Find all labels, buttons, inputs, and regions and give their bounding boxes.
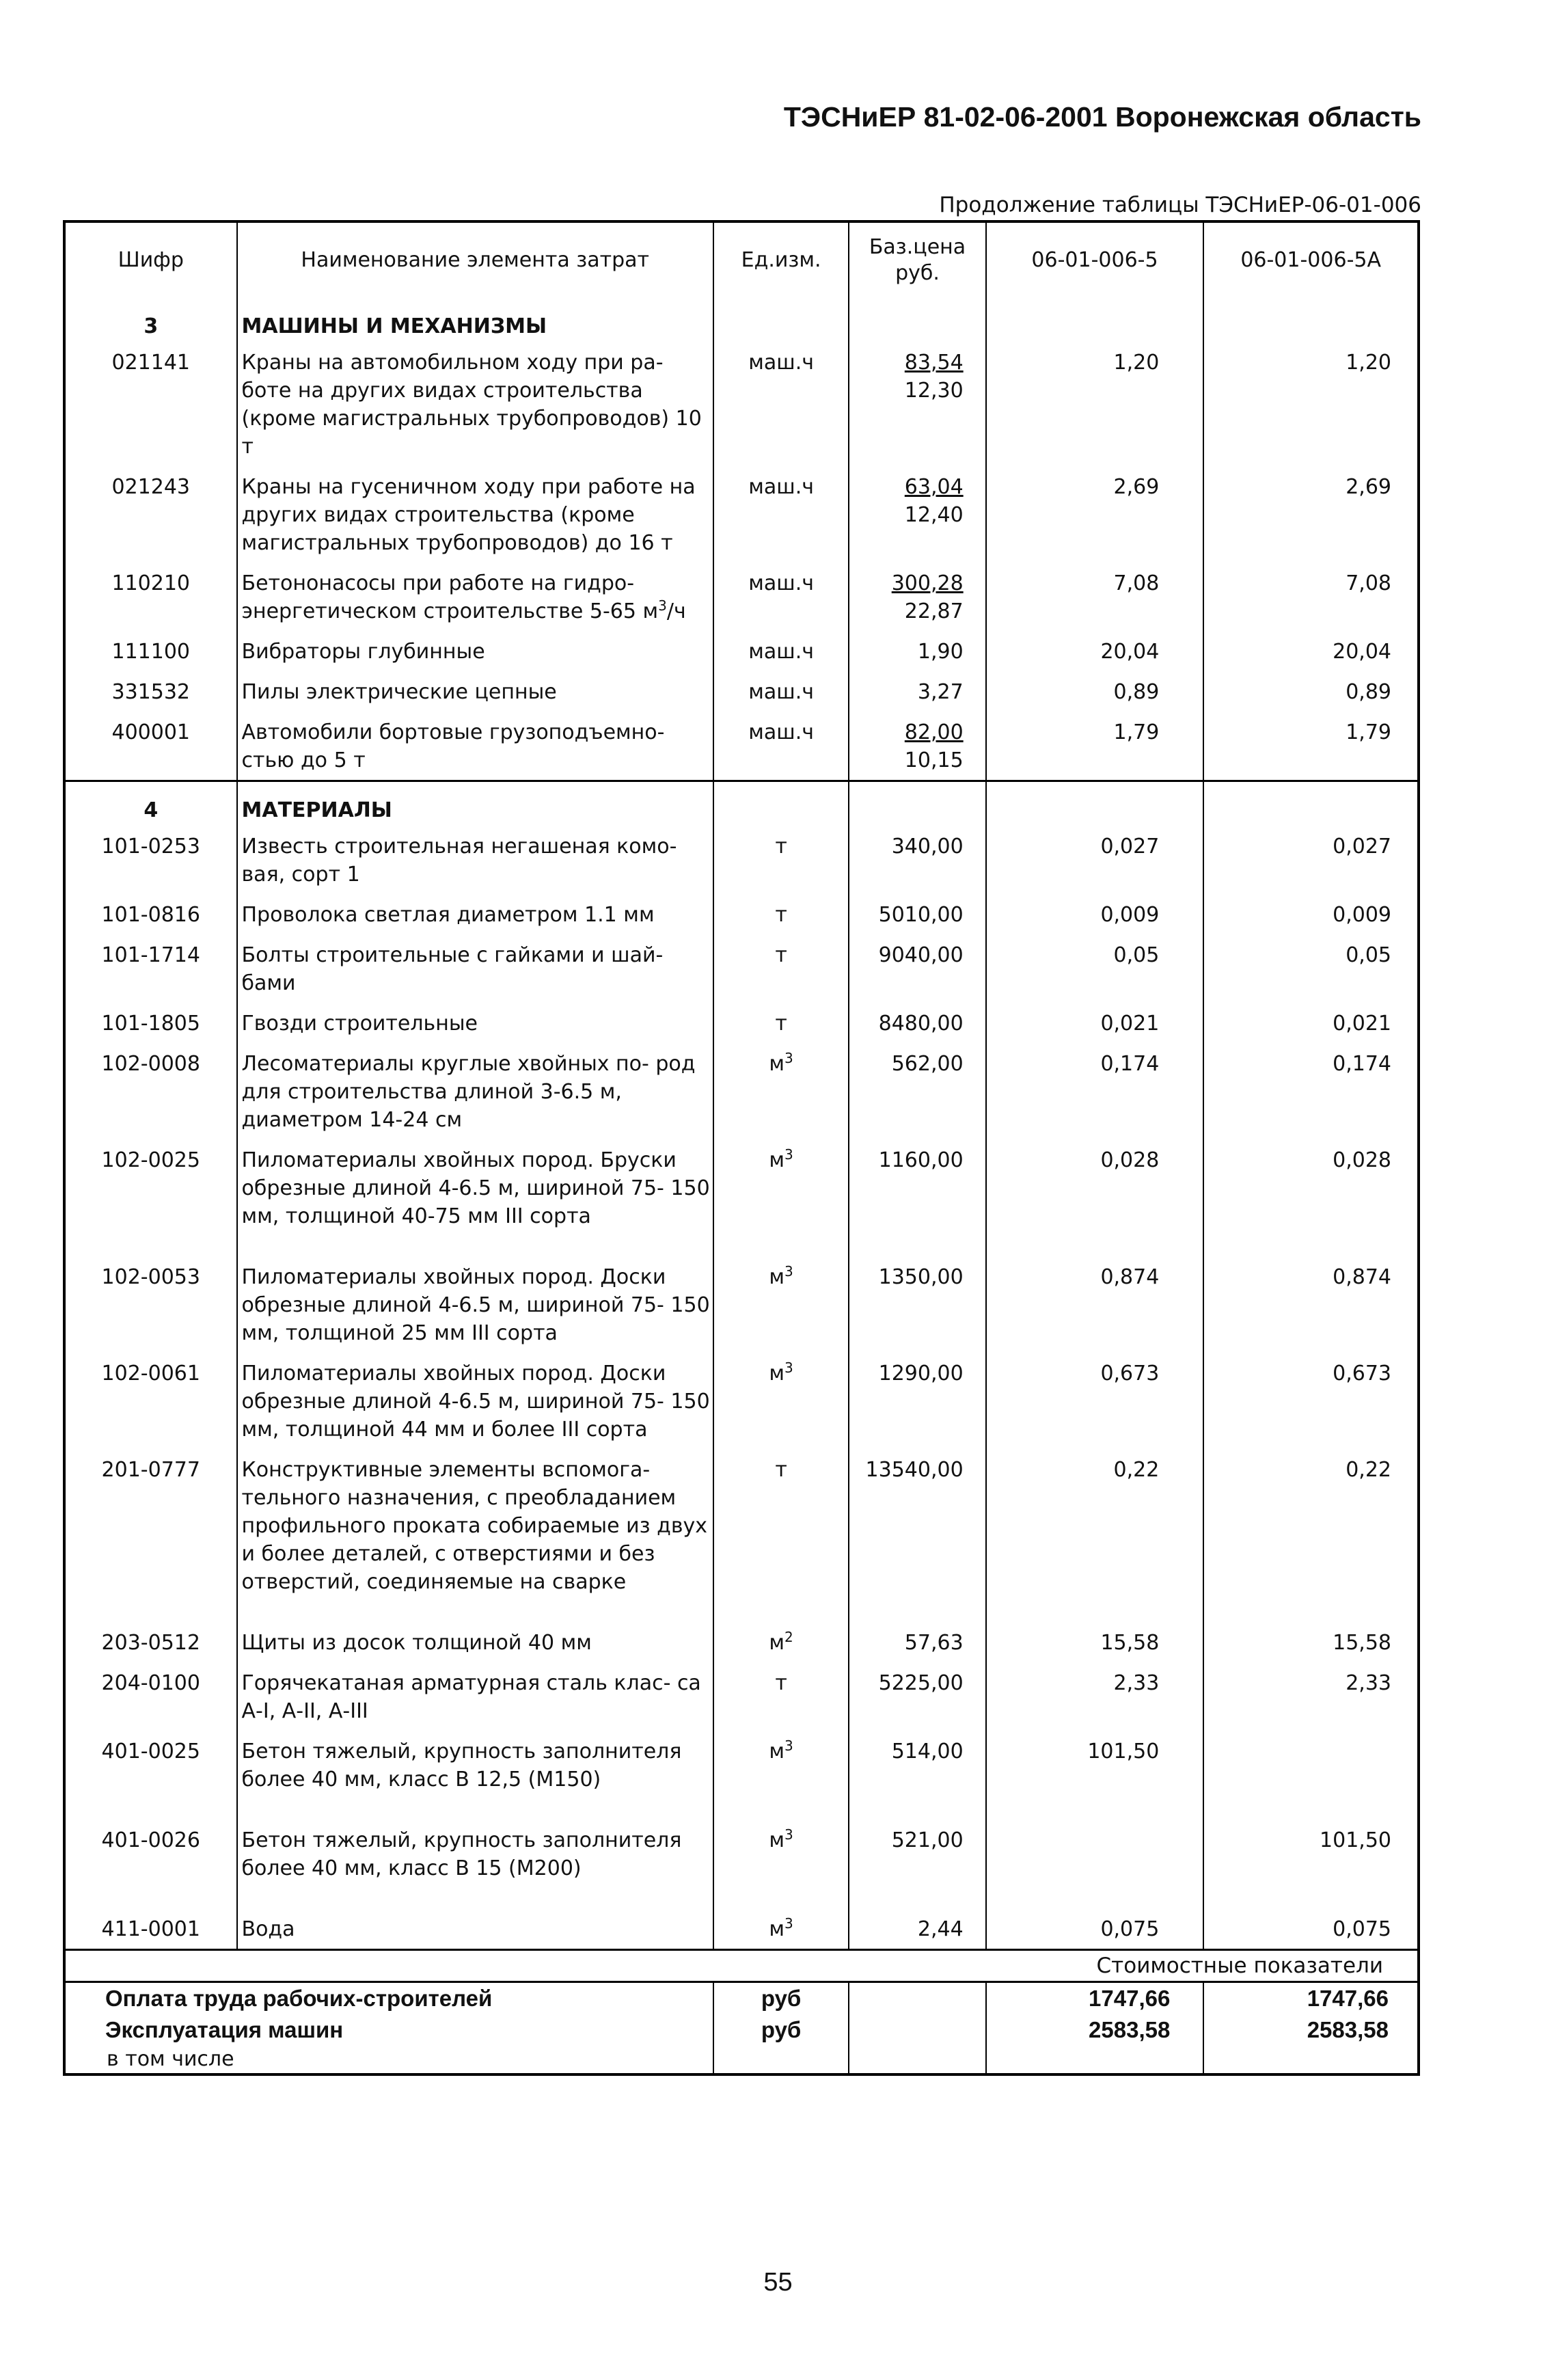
cell-code: 021243	[111, 475, 191, 499]
cell-variant-2: 0,874	[1203, 1256, 1419, 1353]
col-header-price-line2: руб.	[895, 261, 940, 285]
cell-name: Горячекатаная арматурная сталь клас- са А-I, А-II, А-III	[237, 1662, 713, 1731]
table-row	[64, 1908, 1419, 1950]
cell-variant-2: 1,20	[1203, 342, 1419, 466]
col-header-code: Шифр	[118, 248, 184, 272]
cell-unit: т	[713, 1662, 849, 1731]
cell-name: Пиломатериалы хвойных пород. Доски обрезные длиной 4-6.5 м, шириной 75- 150 мм, толщиной 44 мм и более III сорта	[237, 1353, 713, 1449]
cell-code: 201-0777	[101, 1458, 200, 1482]
price-wage-value: 22,87	[904, 599, 964, 623]
cell-variant-2: 0,027	[1203, 826, 1419, 894]
col-header-unit: Ед.изм.	[713, 221, 849, 298]
cell-variant-1: 0,05	[986, 934, 1204, 1003]
unit-superscript: 3	[784, 1146, 793, 1163]
table-row	[64, 631, 1419, 671]
table-row	[64, 1256, 1419, 1353]
cell-name: Известь строительная негашеная комо- вая, сорт 1	[237, 826, 713, 894]
table-row	[64, 1353, 1419, 1449]
cell-code: 111100	[111, 640, 191, 664]
cell-code: 102-0025	[101, 1148, 200, 1172]
page-number: 55	[763, 2268, 793, 2297]
summary-note-row	[64, 2046, 1419, 2074]
cell-variant-1: 0,009	[986, 894, 1204, 934]
col-header-variant-1: 06-01-006-5	[986, 221, 1204, 298]
col-header-price	[849, 221, 985, 298]
summary-variant-2: 2583,58	[1203, 2014, 1419, 2046]
cell-name: Лесоматериалы круглые хвойных по- род для строительства длиной 3-6.5 м, диаметром 14-24 см	[237, 1043, 713, 1139]
cell-name	[237, 563, 713, 631]
unit-base: м	[769, 1362, 785, 1385]
section-number: 4	[64, 781, 237, 826]
cell-code: 101-0253	[101, 835, 200, 858]
cell-variant-2: 0,22	[1203, 1449, 1419, 1601]
cell-name: Проволока светлая диаметром 1.1 мм	[237, 894, 713, 934]
cell-price: 562,00	[849, 1043, 985, 1139]
cell-name: Конструктивные элементы вспомога- тельного назначения, с преобладанием профильного проката собираемые из двух и более деталей, с отверстиями и без отверстий, соединяемые на сварке	[237, 1449, 713, 1601]
summary-label: Оплата труда рабочих-строителей	[105, 1986, 493, 2011]
cell-variant-1: 0,028	[986, 1139, 1204, 1236]
cell-unit: маш.ч	[713, 671, 849, 712]
unit-superscript: 3	[784, 1263, 793, 1280]
cell-variant-2: 2,33	[1203, 1662, 1419, 1731]
cell-variant-1: 2,69	[986, 466, 1204, 563]
unit-base: м	[769, 1828, 785, 1852]
summary-unit: руб	[713, 1982, 849, 2015]
unit-base: м	[769, 1052, 785, 1076]
table-row	[64, 712, 1419, 781]
col-header-variant-2: 06-01-006-5А	[1203, 221, 1419, 298]
cell-code: 401-0026	[101, 1828, 200, 1852]
cell-name: Вода	[237, 1908, 713, 1950]
unit-base: м	[769, 1740, 785, 1763]
cell-variant-2: 0,021	[1203, 1003, 1419, 1043]
cell-unit	[713, 1139, 849, 1236]
section-row-materials	[64, 781, 1419, 826]
cell-name: Бетон тяжелый, крупность заполнителя более 40 мм, класс В 15 (М200)	[237, 1820, 713, 1888]
cell-price: 521,00	[849, 1820, 985, 1888]
row-spacer	[64, 1799, 1419, 1820]
cell-unit: т	[713, 826, 849, 894]
cell-unit: т	[713, 1003, 849, 1043]
table-row	[64, 1820, 1419, 1888]
cell-unit: маш.ч	[713, 563, 849, 631]
cell-name: Пилы электрические цепные	[237, 671, 713, 712]
unit-superscript: 3	[784, 1050, 793, 1066]
table-row	[64, 1003, 1419, 1043]
cell-name: Вибраторы глубинные	[237, 631, 713, 671]
cell-code: 203-0512	[101, 1631, 200, 1655]
cell-name: Краны на автомобильном ходу при ра- боте на других видах строительства (кроме магистральных трубопроводов) 10 т	[237, 342, 713, 466]
cell-variant-1: 1,20	[986, 342, 1204, 466]
cell-variant-2: 7,08	[1203, 563, 1419, 631]
summary-unit: руб	[713, 2014, 849, 2046]
cell-variant-1: 7,08	[986, 563, 1204, 631]
cell-variant-2: 2,69	[1203, 466, 1419, 563]
cell-variant-1: 101,50	[986, 1731, 1204, 1799]
cell-code: 400001	[111, 720, 191, 744]
cell-unit: т	[713, 934, 849, 1003]
cell-unit	[713, 1353, 849, 1449]
section-number: 3	[144, 314, 159, 338]
cell-variant-1: 0,89	[986, 671, 1204, 712]
cell-name: Пиломатериалы хвойных пород. Доски обрезные длиной 4-6.5 м, шириной 75- 150 мм, толщиной 25 мм III сорта	[237, 1256, 713, 1353]
cell-variant-2: 0,673	[1203, 1353, 1419, 1449]
cell-price	[849, 342, 985, 466]
cell-code: 204-0100	[101, 1671, 200, 1695]
cell-variant-1: 0,174	[986, 1043, 1204, 1139]
cell-code: 102-0053	[101, 1265, 200, 1289]
table-row	[64, 826, 1419, 894]
cell-name: Болты строительные с гайками и шай- бами	[237, 934, 713, 1003]
summary-note: в том числе	[107, 2047, 234, 2071]
cell-price: 1290,00	[849, 1353, 985, 1449]
table-row	[64, 563, 1419, 631]
cell-unit: маш.ч	[713, 712, 849, 781]
cell-price: 9040,00	[849, 934, 985, 1003]
unit-superscript: 3	[784, 1737, 793, 1754]
cell-variant-1: 1,79	[986, 712, 1204, 781]
cell-price	[849, 563, 985, 631]
cell-variant-2: 0,05	[1203, 934, 1419, 1003]
table-row	[64, 894, 1419, 934]
cell-price: 1350,00	[849, 1256, 985, 1353]
col-header-price-line1: Баз.цена	[869, 235, 966, 259]
cell-variant-2: 0,075	[1203, 1908, 1419, 1950]
cell-code: 102-0061	[101, 1362, 200, 1385]
summary-variant-2: 1747,66	[1203, 1982, 1419, 2015]
unit-base: м	[769, 1265, 785, 1289]
table-header-row	[64, 221, 1419, 298]
cell-unit: маш.ч	[713, 466, 849, 563]
cell-variant-1: 15,58	[986, 1622, 1204, 1662]
cell-variant-2	[1203, 1731, 1419, 1799]
summary-variant-1: 2583,58	[986, 2014, 1204, 2046]
summary-variant-1: 1747,66	[986, 1982, 1204, 2015]
cell-variant-1: 20,04	[986, 631, 1204, 671]
cell-variant-2: 0,009	[1203, 894, 1419, 934]
cell-variant-1	[986, 1820, 1204, 1888]
cost-indicators-row	[64, 1950, 1419, 1982]
cell-code: 021141	[111, 351, 191, 375]
cell-variant-1: 0,874	[986, 1256, 1204, 1353]
price-value: 300,28	[891, 571, 964, 595]
price-wage-value: 10,15	[904, 748, 964, 772]
cell-variant-2: 0,89	[1203, 671, 1419, 712]
price-value: 82,00	[904, 720, 964, 744]
cell-unit	[713, 1820, 849, 1888]
cell-price: 3,27	[849, 671, 985, 712]
section-title: МАТЕРИАЛЫ	[237, 781, 713, 826]
cell-price	[849, 466, 985, 563]
cell-price: 1160,00	[849, 1139, 985, 1236]
unit-superscript: 3	[784, 1826, 793, 1843]
summary-label: Эксплуатация машин	[105, 2017, 344, 2042]
cell-name: Бетон тяжелый, крупность заполнителя более 40 мм, класс В 12,5 (М150)	[237, 1731, 713, 1799]
cell-price: 1,90	[849, 631, 985, 671]
unit-base: м	[769, 1148, 785, 1172]
cell-unit	[713, 1043, 849, 1139]
cell-variant-1: 0,027	[986, 826, 1204, 894]
summary-row	[64, 2014, 1419, 2046]
cell-price: 2,44	[849, 1908, 985, 1950]
table-row	[64, 342, 1419, 466]
cell-unit	[713, 1622, 849, 1662]
cell-name: Автомобили бортовые грузоподъемно- стью до 5 т	[237, 712, 713, 781]
cost-indicators-label: Стоимостные показатели	[64, 1950, 1419, 1982]
table-continuation-caption: Продолжение таблицы ТЭСНиЕР-06-01-006	[939, 193, 1421, 217]
resource-table	[63, 220, 1420, 2076]
cell-code: 331532	[111, 680, 191, 704]
cell-unit: т	[713, 1449, 849, 1601]
name-unit-tail: /ч	[666, 599, 686, 623]
cell-variant-2: 15,58	[1203, 1622, 1419, 1662]
cell-unit	[713, 1908, 849, 1950]
price-value: 83,54	[904, 351, 964, 375]
cell-variant-1: 0,075	[986, 1908, 1204, 1950]
table-row	[64, 1139, 1419, 1236]
name-unit-base: м	[642, 599, 659, 623]
cell-price	[849, 712, 985, 781]
name-text: Бетононасосы при работе на гидро- энергетическом строительстве 5-65	[241, 571, 636, 623]
name-unit-superscript: 3	[658, 597, 667, 614]
cell-variant-1: 0,673	[986, 1353, 1204, 1449]
cell-variant-2: 20,04	[1203, 631, 1419, 671]
cell-unit: т	[713, 894, 849, 934]
cell-name: Гвозди строительные	[237, 1003, 713, 1043]
unit-superscript: 3	[784, 1915, 793, 1932]
cell-code: 101-1805	[101, 1012, 200, 1036]
price-wage-value: 12,40	[904, 503, 964, 527]
cell-price: 5225,00	[849, 1662, 985, 1731]
price-wage-value: 12,30	[904, 379, 964, 403]
section-row-machines	[64, 298, 1419, 342]
table-row	[64, 934, 1419, 1003]
cell-price: 8480,00	[849, 1003, 985, 1043]
cell-name: Краны на гусеничном ходу при работе на других видах строительства (кроме магистральных трубопроводов) до 16 т	[237, 466, 713, 563]
cell-variant-1: 2,33	[986, 1662, 1204, 1731]
cell-unit	[713, 1256, 849, 1353]
table-row	[64, 466, 1419, 563]
cell-unit: маш.ч	[713, 631, 849, 671]
cell-code: 401-0025	[101, 1740, 200, 1763]
cell-variant-1: 0,22	[986, 1449, 1204, 1601]
cell-name: Щиты из досок толщиной 40 мм	[237, 1622, 713, 1662]
table-row	[64, 1731, 1419, 1799]
row-spacer	[64, 1601, 1419, 1622]
unit-superscript: 3	[784, 1360, 793, 1376]
cell-unit	[713, 1731, 849, 1799]
cell-unit: маш.ч	[713, 342, 849, 466]
document-header: ТЭСНиЕР 81-02-06-2001 Воронежская область	[783, 101, 1421, 133]
cell-price: 5010,00	[849, 894, 985, 934]
row-spacer	[64, 1236, 1419, 1256]
cell-price: 340,00	[849, 826, 985, 894]
cell-name: Пиломатериалы хвойных пород. Бруски обрезные длиной 4-6.5 м, шириной 75- 150 мм, толщиной 40-75 мм III сорта	[237, 1139, 713, 1236]
section-title: МАШИНЫ И МЕХАНИЗМЫ	[237, 298, 713, 342]
cell-code: 110210	[111, 571, 191, 595]
cell-variant-1: 0,021	[986, 1003, 1204, 1043]
price-value: 63,04	[904, 475, 964, 499]
unit-superscript: 2	[784, 1629, 793, 1645]
cell-variant-2: 101,50	[1203, 1820, 1419, 1888]
row-spacer	[64, 1888, 1419, 1908]
cell-variant-2: 1,79	[1203, 712, 1419, 781]
cell-price: 57,63	[849, 1622, 985, 1662]
table-row	[64, 671, 1419, 712]
cell-code: 101-1714	[101, 943, 200, 967]
unit-base: м	[769, 1631, 785, 1655]
cell-code: 101-0816	[101, 903, 200, 927]
summary-row	[64, 1982, 1419, 2015]
col-header-name: Наименование элемента затрат	[237, 221, 713, 298]
unit-base: м	[769, 1917, 785, 1941]
cell-variant-2: 0,028	[1203, 1139, 1419, 1236]
cell-code: 102-0008	[101, 1052, 200, 1076]
table-row	[64, 1043, 1419, 1139]
table-row	[64, 1662, 1419, 1731]
cell-price: 13540,00	[849, 1449, 985, 1601]
cell-variant-2: 0,174	[1203, 1043, 1419, 1139]
table-row	[64, 1449, 1419, 1601]
table-row	[64, 1622, 1419, 1662]
cell-code: 411-0001	[101, 1917, 200, 1941]
cell-price: 514,00	[849, 1731, 985, 1799]
